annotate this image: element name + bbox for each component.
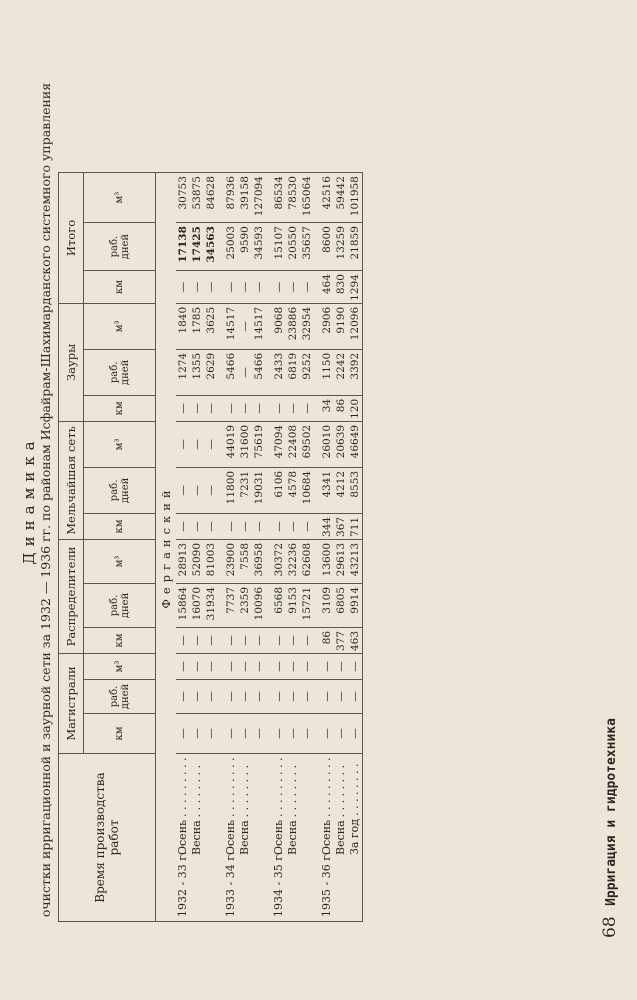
table-cell: — <box>176 395 190 421</box>
table-cell: 4341 <box>320 467 334 513</box>
table-cell: 2433 <box>272 349 286 395</box>
table-cell: — <box>190 395 204 421</box>
table-cell: 10096 <box>252 583 266 627</box>
group-header-itogo: Итого <box>59 173 84 304</box>
table-cell: 16070 <box>190 583 204 627</box>
unit-header-km: км <box>84 513 156 539</box>
table-cell: 9153 <box>286 583 300 627</box>
group-header-magistrali: Магистрали <box>59 654 84 754</box>
table-cell: 44019 <box>224 421 238 467</box>
row-season: Весна <box>190 820 203 855</box>
table-cell: — <box>224 271 238 304</box>
row-dots: . . . . . . . . . <box>320 757 333 817</box>
table-cell: 464 <box>320 271 334 304</box>
table-cell: 12096 <box>348 303 363 349</box>
table-cell: 1150 <box>320 349 334 395</box>
table-cell: 830 <box>334 271 348 304</box>
table-cell: — <box>190 513 204 539</box>
table-cell: 1274 <box>176 349 190 395</box>
page-title: Динамика <box>20 435 38 565</box>
row-label <box>320 754 334 922</box>
table-cell: — <box>190 627 204 653</box>
row-season: За год <box>348 818 361 855</box>
row-dots: . . . . . . . . . <box>224 757 237 817</box>
table-cell: 127094 <box>252 173 266 223</box>
table-cell: 5466 <box>252 349 266 395</box>
table-cell: 86 <box>320 627 334 653</box>
unit-header-m3: м³ <box>84 303 156 349</box>
table-cell: — <box>204 467 218 513</box>
table-cell: 11800 <box>224 467 238 513</box>
table-cell: — <box>252 680 266 714</box>
table-cell: — <box>204 513 218 539</box>
group-header-raspredeliteli: Распределители <box>59 539 84 653</box>
table-cell: — <box>252 513 266 539</box>
table-cell: — <box>238 513 252 539</box>
table-cell: 711 <box>348 513 363 539</box>
table-row <box>348 173 363 922</box>
table-cell: 165064 <box>300 173 314 223</box>
table-cell: — <box>224 680 238 714</box>
table-cell: 75619 <box>252 421 266 467</box>
table-cell: 344 <box>320 513 334 539</box>
table-cell: 31934 <box>204 583 218 627</box>
table-cell: 7231 <box>238 467 252 513</box>
row-year: 1934 - 35 г. <box>272 851 285 917</box>
table-cell: 15721 <box>300 583 314 627</box>
table-cell: 34 <box>320 395 334 421</box>
table-cell: 35657 <box>300 223 314 271</box>
table-row <box>252 173 266 922</box>
table-cell: — <box>272 271 286 304</box>
table-cell: 62608 <box>300 539 314 583</box>
table-cell: — <box>176 271 190 304</box>
group-header-zaury: Зауры <box>59 303 84 421</box>
table-cell: — <box>300 654 314 680</box>
row-dots: . . . . . . . . <box>348 763 361 816</box>
unit-header-work-days: раб. дней <box>84 223 156 271</box>
page-footer <box>600 718 620 938</box>
table-cell: — <box>224 513 238 539</box>
table-cell: — <box>286 395 300 421</box>
table-cell: 1294 <box>348 271 363 304</box>
table-cell: 1355 <box>190 349 204 395</box>
table-cell: — <box>272 513 286 539</box>
table-row <box>320 173 334 922</box>
table-cell: — <box>224 654 238 680</box>
table-cell: 6568 <box>272 583 286 627</box>
table-cell: 84628 <box>204 173 218 223</box>
table-cell: — <box>286 680 300 714</box>
row-season: Весна <box>238 820 251 855</box>
table-cell: 43213 <box>348 539 363 583</box>
table-cell: — <box>204 421 218 467</box>
table-cell: — <box>238 395 252 421</box>
table-cell: 28913 <box>176 539 190 583</box>
table-cell: — <box>300 627 314 653</box>
table-cell: — <box>348 714 363 754</box>
unit-header-km: км <box>84 627 156 653</box>
row-year: 1935 - 36 г. <box>320 851 333 917</box>
table-cell: 20639 <box>334 421 348 467</box>
table-cell: 47094 <box>272 421 286 467</box>
table-cell: — <box>224 627 238 653</box>
table-cell: — <box>190 714 204 754</box>
table-cell: 15864 <box>176 583 190 627</box>
row-season: Весна <box>334 820 347 855</box>
table-cell: 32954 <box>300 303 314 349</box>
table-cell: 463 <box>348 627 363 653</box>
table-cell: — <box>300 680 314 714</box>
row-year: 1933 - 34 г. <box>224 851 237 917</box>
unit-header-m3: м³ <box>84 173 156 223</box>
table-cell: — <box>320 654 334 680</box>
table-cell: 2242 <box>334 349 348 395</box>
table-cell: 69502 <box>300 421 314 467</box>
table-cell: 30753 <box>176 173 190 223</box>
table-cell: — <box>190 467 204 513</box>
table-cell: 86534 <box>272 173 286 223</box>
row-label <box>176 754 190 922</box>
table-cell: — <box>176 680 190 714</box>
row-season: Осень <box>320 819 333 855</box>
table-cell: 14517 <box>252 303 266 349</box>
table-cell: 6819 <box>286 349 300 395</box>
table-cell: — <box>348 680 363 714</box>
table-cell: 5466 <box>224 349 238 395</box>
table-cell: 8600 <box>320 223 334 271</box>
row-label <box>334 754 348 922</box>
table-cell: 34593 <box>252 223 266 271</box>
table-cell: 10684 <box>300 467 314 513</box>
table-row <box>300 173 314 922</box>
table-cell: — <box>272 395 286 421</box>
table-cell: — <box>252 271 266 304</box>
unit-header-work-days: раб. дней <box>84 680 156 714</box>
table-cell: 78530 <box>286 173 300 223</box>
table-cell: 15107 <box>272 223 286 271</box>
table-cell: — <box>176 467 190 513</box>
table-cell: 4212 <box>334 467 348 513</box>
row-season: Весна <box>286 820 299 855</box>
table-row <box>334 173 348 922</box>
row-year: 1932 - 33 г. <box>176 851 189 917</box>
table-cell: 9190 <box>334 303 348 349</box>
table-cell: — <box>272 627 286 653</box>
table-cell: 13600 <box>320 539 334 583</box>
table-cell: — <box>286 271 300 304</box>
unit-header-m3: м³ <box>84 539 156 583</box>
table-cell: 377 <box>334 627 348 653</box>
table-cell: 17138 <box>176 223 190 271</box>
table-cell: — <box>334 654 348 680</box>
row-label <box>286 754 300 922</box>
table-cell: 42516 <box>320 173 334 223</box>
table-cell: — <box>238 654 252 680</box>
region-row <box>156 173 177 922</box>
unit-header-km: км <box>84 714 156 754</box>
table-cell: 30372 <box>272 539 286 583</box>
row-label <box>204 754 218 922</box>
table-row <box>286 173 300 922</box>
table-cell: 23886 <box>286 303 300 349</box>
table-cell: 17425 <box>190 223 204 271</box>
row-season: Осень <box>272 819 285 855</box>
table-cell: 3625 <box>204 303 218 349</box>
table-row <box>238 173 252 922</box>
table-cell: 101958 <box>348 173 363 223</box>
table-cell: — <box>204 654 218 680</box>
table-cell: — <box>300 395 314 421</box>
table-cell: 1840 <box>176 303 190 349</box>
table-cell: — <box>238 714 252 754</box>
row-dots: . . . . . . . . . <box>176 757 189 817</box>
row-dots: . . . . . . . . . <box>272 757 285 817</box>
table-cell: — <box>286 513 300 539</box>
table-cell: 6106 <box>272 467 286 513</box>
table-cell: 52090 <box>190 539 204 583</box>
table-cell: 81003 <box>204 539 218 583</box>
table-cell: — <box>272 680 286 714</box>
table-cell: — <box>348 654 363 680</box>
table-cell: — <box>272 714 286 754</box>
table-cell: — <box>190 654 204 680</box>
page-subtitle: очистки ирригационной и заурной сети за 1932 — 1936 гг. по районам Исфайрам-Шахимарданского системного управления <box>38 82 53 918</box>
table-cell: 86 <box>334 395 348 421</box>
table-row <box>190 173 204 922</box>
table-cell: — <box>320 714 334 754</box>
table-cell: 9252 <box>300 349 314 395</box>
table-cell: — <box>204 395 218 421</box>
table-cell: — <box>190 421 204 467</box>
table-cell: 25003 <box>224 223 238 271</box>
table-cell: — <box>238 271 252 304</box>
unit-header-km: км <box>84 395 156 421</box>
table-cell: — <box>204 714 218 754</box>
table-cell: — <box>272 654 286 680</box>
row-label <box>300 754 314 922</box>
journal-title: Ирригация и гидротехника <box>604 718 619 906</box>
row-label <box>252 754 266 922</box>
table-cell: — <box>300 714 314 754</box>
table-cell: 9914 <box>348 583 363 627</box>
table-cell: 7737 <box>224 583 238 627</box>
table-cell: 39158 <box>238 173 252 223</box>
table-cell: — <box>238 349 252 395</box>
table-cell: 29613 <box>334 539 348 583</box>
table-row <box>272 173 286 922</box>
table-row <box>224 173 238 922</box>
table-cell: — <box>238 627 252 653</box>
table-cell: 2629 <box>204 349 218 395</box>
row-label <box>348 754 363 922</box>
table-cell: 14517 <box>224 303 238 349</box>
table-cell: 34563 <box>204 223 218 271</box>
row-label <box>238 754 252 922</box>
table-cell: — <box>300 271 314 304</box>
table-cell: — <box>204 271 218 304</box>
row-season: Осень <box>176 819 189 855</box>
table-cell: — <box>334 680 348 714</box>
table-cell: — <box>252 395 266 421</box>
table-cell: 87936 <box>224 173 238 223</box>
table-cell: 59442 <box>334 173 348 223</box>
table-cell: 1785 <box>190 303 204 349</box>
table-row <box>176 173 190 922</box>
region-label: Ферганский <box>156 173 177 922</box>
table-cell: — <box>238 303 252 349</box>
table-cell: — <box>238 680 252 714</box>
table-cell: 53875 <box>190 173 204 223</box>
table-cell: 9068 <box>272 303 286 349</box>
table-cell: — <box>190 271 204 304</box>
table-cell: 6805 <box>334 583 348 627</box>
row-label <box>190 754 204 922</box>
data-table <box>58 172 363 922</box>
table-cell: — <box>286 627 300 653</box>
table-row <box>204 173 218 922</box>
table-cell: — <box>334 714 348 754</box>
time-column-header: Время производства работ <box>59 754 156 922</box>
table-cell: — <box>176 513 190 539</box>
table-cell: — <box>252 627 266 653</box>
table-cell: 32236 <box>286 539 300 583</box>
table-cell: 8553 <box>348 467 363 513</box>
table-cell: 2359 <box>238 583 252 627</box>
row-label <box>272 754 286 922</box>
table-cell: — <box>320 680 334 714</box>
row-dots: . . . . . . . . <box>334 764 347 818</box>
table-cell: 13259 <box>334 223 348 271</box>
table-cell: 120 <box>348 395 363 421</box>
unit-header-km: км <box>84 271 156 304</box>
row-label <box>224 754 238 922</box>
table-cell: 2906 <box>320 303 334 349</box>
table-cell: 23900 <box>224 539 238 583</box>
table-cell: 3109 <box>320 583 334 627</box>
table-cell: — <box>204 680 218 714</box>
table-cell: 4578 <box>286 467 300 513</box>
row-dots: . . . . . . . . <box>286 764 299 818</box>
table-cell: 36958 <box>252 539 266 583</box>
table-cell: — <box>176 714 190 754</box>
table-cell: — <box>300 513 314 539</box>
table-cell: 21859 <box>348 223 363 271</box>
unit-header-work-days: раб. дней <box>84 467 156 513</box>
table-cell: — <box>176 654 190 680</box>
unit-header-work-days: раб. дней <box>84 583 156 627</box>
unit-header-m3: м³ <box>84 421 156 467</box>
table-cell: 367 <box>334 513 348 539</box>
table-cell: — <box>176 421 190 467</box>
row-dots: . . . . . . . . <box>238 764 251 818</box>
group-header-melchayshaya-set: Мельчайшая сеть <box>59 421 84 539</box>
table-cell: 3392 <box>348 349 363 395</box>
table-cell: — <box>204 627 218 653</box>
table-cell: — <box>224 395 238 421</box>
row-dots: . . . . . . . . <box>190 764 203 818</box>
table-cell: — <box>252 714 266 754</box>
row-season: Осень <box>224 819 237 855</box>
unit-header-work-days: раб. дней <box>84 349 156 395</box>
page-number: 68 <box>600 916 620 938</box>
table-cell: — <box>224 714 238 754</box>
table-cell: 26010 <box>320 421 334 467</box>
table-cell: — <box>286 654 300 680</box>
table-cell: — <box>190 680 204 714</box>
table-cell: 19031 <box>252 467 266 513</box>
table-cell: 20550 <box>286 223 300 271</box>
table-cell: — <box>176 627 190 653</box>
table-cell: 22408 <box>286 421 300 467</box>
table-cell: — <box>286 714 300 754</box>
table-cell: 31600 <box>238 421 252 467</box>
table-cell: — <box>252 654 266 680</box>
table-cell: 7558 <box>238 539 252 583</box>
table-cell: 9590 <box>238 223 252 271</box>
unit-header-m3: м³ <box>84 654 156 680</box>
table-cell: 46649 <box>348 421 363 467</box>
